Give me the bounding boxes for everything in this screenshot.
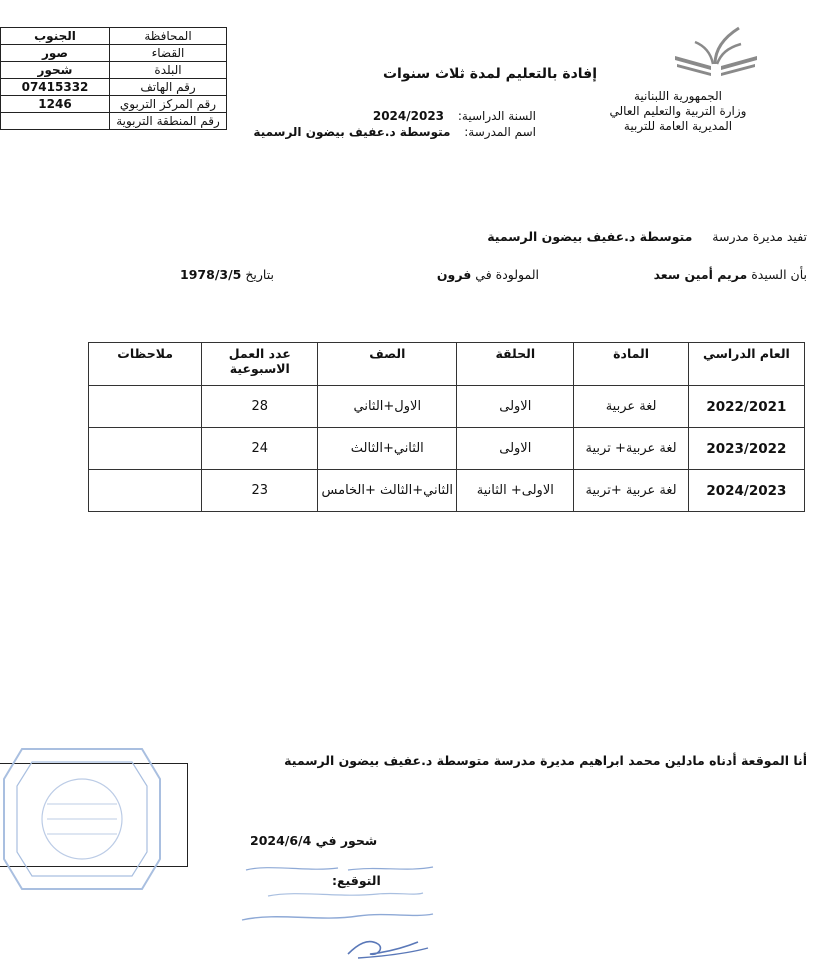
statement-birthdate [180, 267, 274, 282]
signature-stamp-icon [228, 858, 448, 962]
ministry-logo-icon [671, 26, 761, 78]
column-header: المادة [574, 343, 688, 386]
academic-year-value: 2024/2023 [372, 109, 445, 123]
column-header: عدد العمل الاسبوعية [202, 343, 318, 386]
statement-person [654, 267, 807, 282]
column-header: الحلقة [457, 343, 574, 386]
republic-line: الجمهورية اللبنانية [633, 89, 723, 103]
academic-year-label: السنة الدراسية: [457, 109, 536, 123]
school-name-row [253, 125, 536, 139]
table-cell: الاولى+ الثانية [457, 470, 574, 512]
info-label: رقم المركز التربوي [110, 96, 227, 113]
statement-intro: تفيد مديرة مدرسة [712, 229, 807, 244]
table-cell: 2024/2023 [688, 470, 804, 512]
school-name-label: اسم المدرسة: [464, 125, 536, 139]
table-cell: 28 [202, 386, 318, 428]
school-name-value: متوسطة د.عفيف بيضون الرسمية [253, 125, 451, 139]
ministry-header [583, 89, 773, 134]
person-label: بأن السيدة [751, 267, 807, 282]
person-name: مريم أمين سعد [653, 267, 748, 282]
table-cell: الاول+الثاني [318, 386, 457, 428]
statement-school: متوسطة د.عفيف بيضون الرسمية [487, 229, 693, 244]
info-value: 1246 [1, 96, 110, 113]
info-row [1, 96, 227, 113]
school-info-table [0, 27, 227, 130]
info-row [1, 62, 227, 79]
info-value: صور [1, 45, 110, 62]
table-cell [89, 470, 202, 512]
statement-birthplace [437, 267, 539, 282]
info-label: رقم الهاتف [110, 79, 227, 96]
place-date: شحور في 2024/6/4 [250, 833, 378, 848]
academic-year-row [373, 109, 536, 123]
table-row [89, 470, 805, 512]
ministry-line: وزارة التربية والتعليم العالي [609, 104, 747, 118]
table-row [89, 428, 805, 470]
born-place: فرون [436, 267, 472, 282]
info-row [1, 45, 227, 62]
table-cell [89, 386, 202, 428]
table-cell: الثاني+الثالث [318, 428, 457, 470]
directorate-line: المديرية العامة للتربية [623, 119, 733, 133]
info-value: شحور [1, 62, 110, 79]
born-label: المولودة في [475, 267, 539, 282]
column-header: ملاحظات [89, 343, 202, 386]
info-row [1, 113, 227, 130]
column-header: العام الدراسي [688, 343, 804, 386]
info-row [1, 79, 227, 96]
info-label: المحافظة [110, 28, 227, 45]
table-header-row [89, 343, 805, 386]
table-cell [89, 428, 202, 470]
table-cell: الاولى [457, 386, 574, 428]
table-cell: الاولى [457, 428, 574, 470]
table-cell: 2023/2022 [688, 428, 804, 470]
table-cell: لغة عربية+ تربية [574, 428, 688, 470]
table-cell: الثاني+الثالث +الخامس [318, 470, 457, 512]
teaching-records-table [88, 342, 805, 512]
info-value: 07415332 [1, 79, 110, 96]
info-value [1, 113, 110, 130]
table-cell: 2022/2021 [688, 386, 804, 428]
table-cell: لغة عربية +تربية [574, 470, 688, 512]
column-header: الصف [318, 343, 457, 386]
table-row [89, 386, 805, 428]
table-cell: 24 [202, 428, 318, 470]
table-cell: لغة عربية [574, 386, 688, 428]
info-label: البلدة [110, 62, 227, 79]
info-value: الجنوب [1, 28, 110, 45]
info-label: رقم المنطقة التربوية [110, 113, 227, 130]
official-seal-icon [2, 744, 162, 894]
date-value: 1978/3/5 [180, 267, 242, 282]
signature-label: التوقيع: [332, 873, 381, 888]
statement-line-1 [487, 229, 807, 244]
info-label: القضاء [110, 45, 227, 62]
info-row [1, 28, 227, 45]
table-cell: 23 [202, 470, 318, 512]
document-title: إفادة بالتعليم لمدة ثلاث سنوات [382, 66, 598, 82]
date-label: بتاريخ [245, 267, 274, 282]
declaration: أنا الموقعة أدناه مادلين محمد ابراهيم مديرة مدرسة متوسطة د.عفيف بيضون الرسمية [284, 753, 807, 768]
